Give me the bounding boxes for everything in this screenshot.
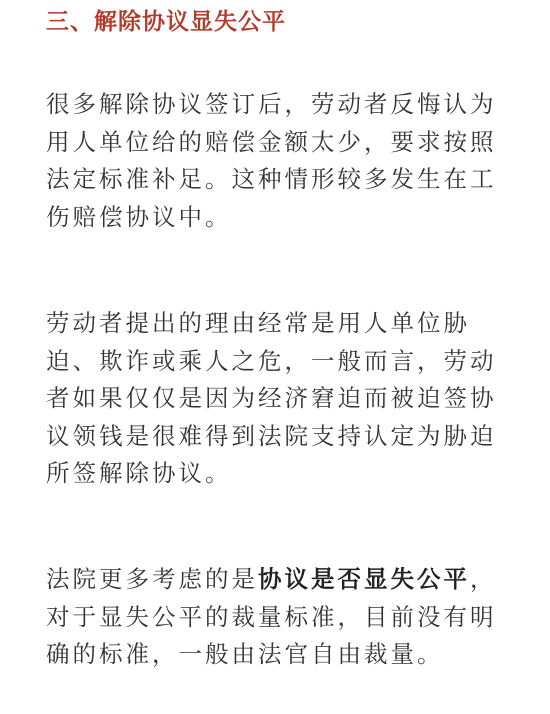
section-heading: 三、解除协议显失公平 (46, 9, 286, 35)
paragraph-3-rest: ，对于显失公平的裁量标准，目前没有明确的标准，一般由法官自由裁量。 (46, 565, 497, 668)
paragraph-3 (46, 561, 516, 674)
paragraph-1: 很多解除协议签订后，劳动者反悔认为用人单位给的赔偿金额太少，要求按照法定标准补足。这种情形较多发生在工伤赔偿协议中。 (46, 90, 497, 231)
paragraph-3-lead: 法院更多考虑的是 (46, 565, 258, 593)
paragraph-3-emphasis: 协议是否显失公平 (258, 565, 470, 593)
paragraph-2: 劳动者提出的理由经常是用人单位胁迫、欺诈或乘人之危，一般而言，劳动者如果仅仅是因为经济窘迫而被迫签协议领钱是很难得到法院支持认定为胁迫所签解除协议。 (46, 309, 497, 487)
